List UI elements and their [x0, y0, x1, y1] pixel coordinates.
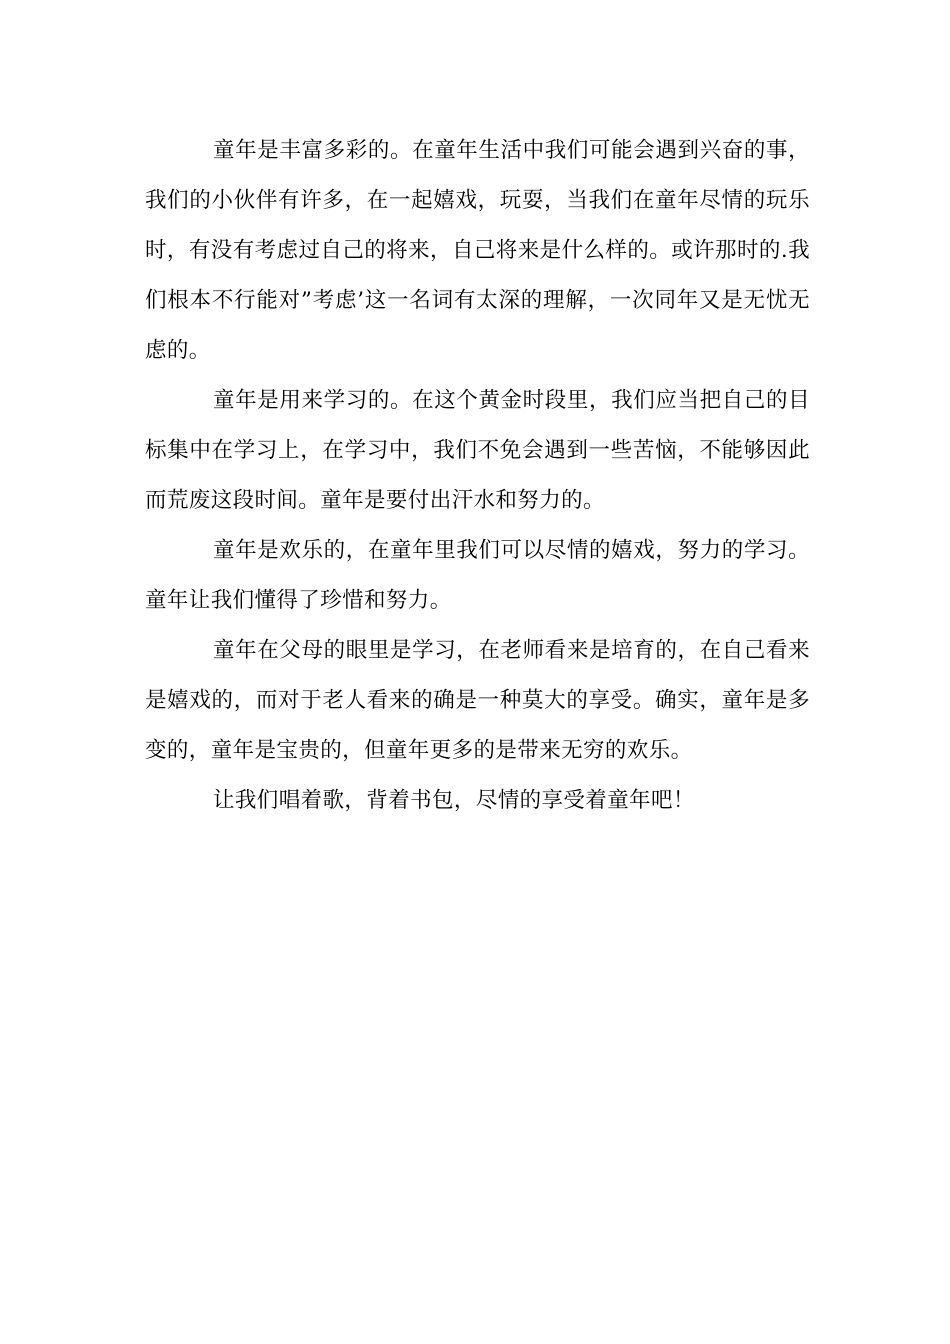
paragraph: 童年在父母的眼里是学习，在老师看来是培育的，在自己看来是嬉戏的，而对于老人看来的确是一种莫大的享受。确实，童年是多变的，童年是宝贵的，但童年更多的是带来无穷的欢乐。: [145, 638, 810, 763]
paragraph: 童年是用来学习的。在这个黄金时段里，我们应当把自己的目标集中在学习上，在学习中，我们不免会遇到一些苦恼，不能够因此而荒废这段时间。童年是要付出汗水和努力的。: [145, 388, 810, 513]
paragraph: 童年是丰富多彩的。在童年生活中我们可能会遇到兴奋的事，我们的小伙伴有许多，在一起嬉戏，玩耍，当我们在童年尽情的玩乐时，有没有考虑过自己的将来，自己将来是什么样的。或许那时的.我们根本不行能对”考虑’这一名词有太深的理解，一次同年又是无忧无虑的。: [145, 138, 810, 363]
paragraph: 童年是欢乐的，在童年里我们可以尽情的嬉戏，努力的学习。童年让我们懂得了珍惜和努力。: [145, 538, 810, 613]
document-body: [145, 126, 810, 826]
paragraph: 让我们唱着歌，背着书包，尽情的享受着童年吧！: [213, 788, 695, 813]
